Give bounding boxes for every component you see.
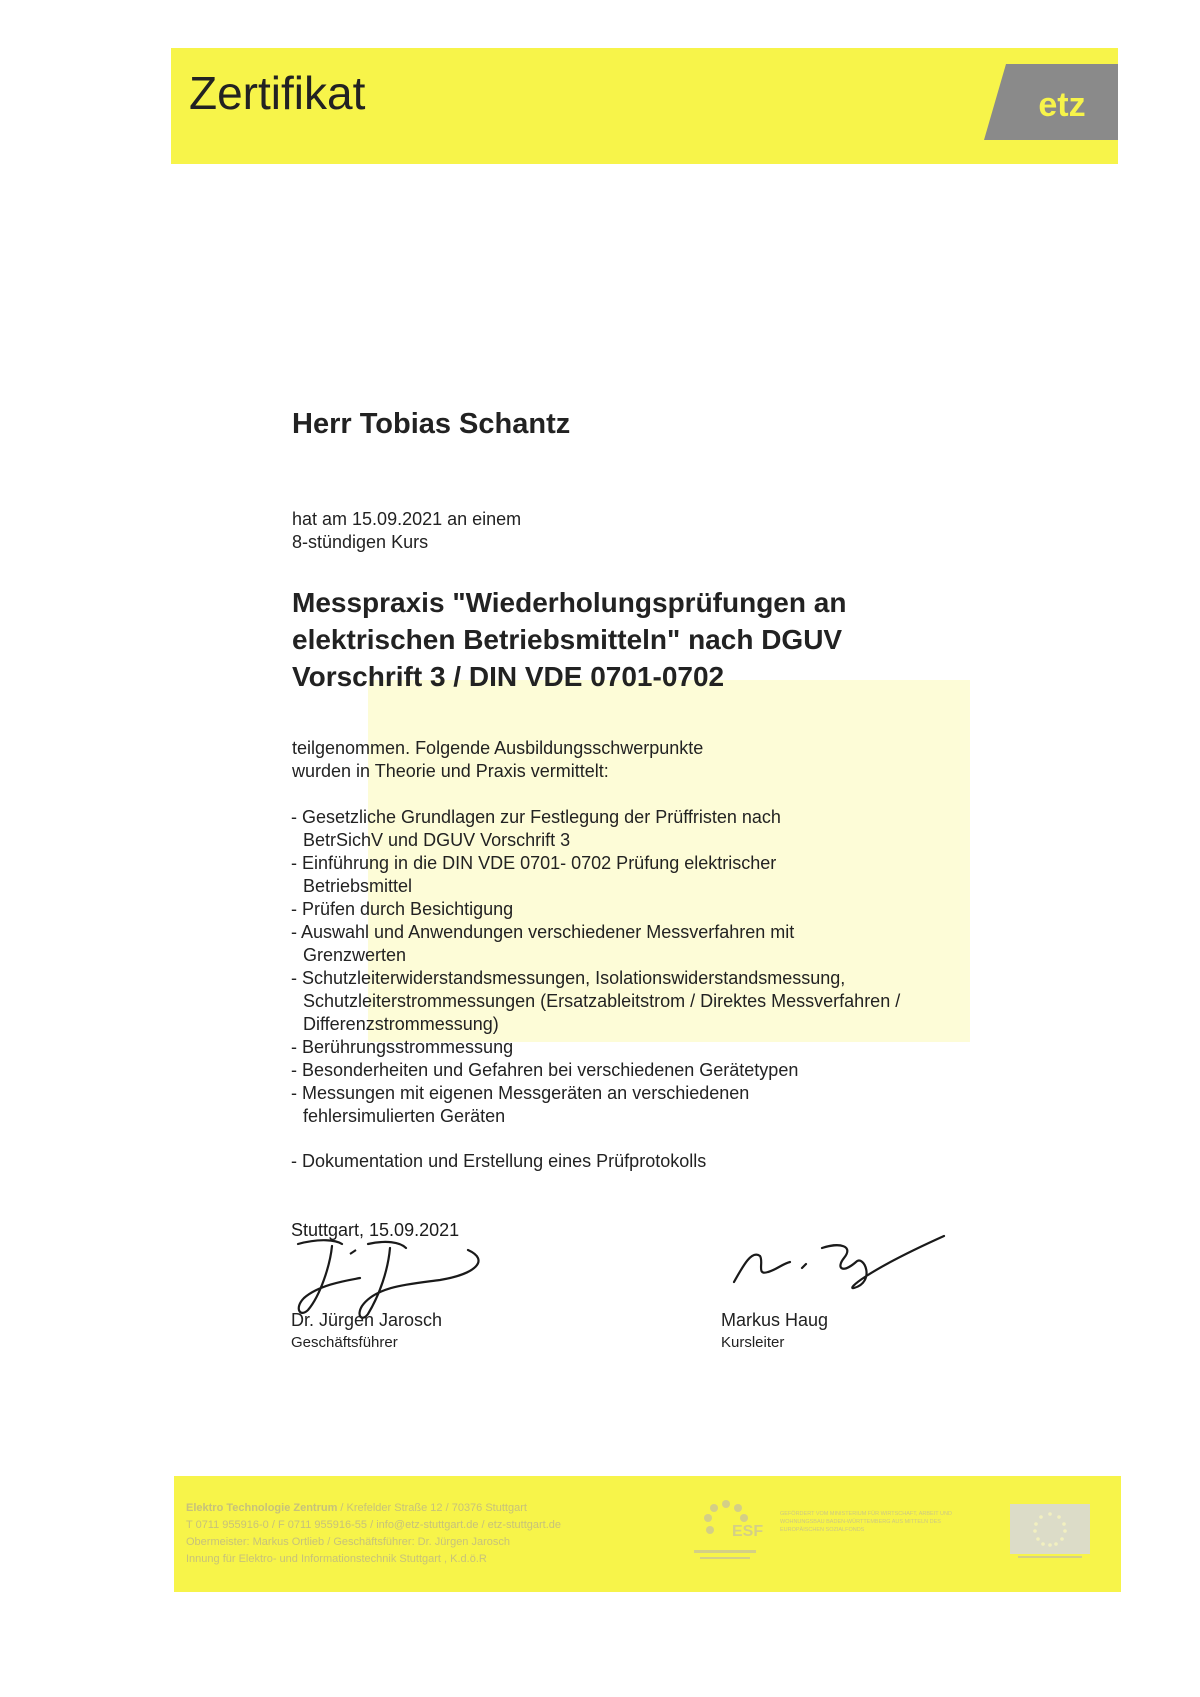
etz-logo-text: etz [1038, 86, 1086, 124]
list-item: - Prüfen durch Besichtigung [291, 899, 514, 919]
certificate-title: Zertifikat [189, 67, 366, 119]
footer-address: / Krefelder Straße 12 / 70376 Stuttgart [337, 1502, 527, 1514]
signatory-jarosch [291, 1310, 442, 1351]
signature-haug [730, 1232, 950, 1298]
list-item: - Dokumentation und Erstellung eines Prüfprotokolls [291, 1151, 707, 1171]
list-item: - Besonderheiten und Gefahren bei verschiedenen Gerätetypen [291, 1060, 799, 1080]
funding-note: GEFÖRDERT VOM MINISTERIUM FÜR WIRTSCHAFT, ARBEIT UND WOHNUNGSBAU BADEN-WÜRTTEMBERG AUS MITTELN DES EUROPÄISCHEN SOZIALFONDS [780, 1511, 952, 1533]
participation-text [292, 737, 703, 783]
list-item: - Einführung in die DIN VDE 0701- 0702 Prüfung elektrischer Betriebsmittel [291, 853, 777, 896]
list-item: - Messungen mit eigenen Messgeräten an verschiedenen fehlersimulierten Geräten [291, 1083, 750, 1126]
esf-logo-text: ESF [732, 1523, 764, 1540]
list-item: - Schutzleiterwiderstandsmessungen, Isolationswiderstandsmessung, Schutzleiterstrommessungen (Ersatzableitstrom / Direktes Messverfahren / Differenzstrommessung) [291, 968, 901, 1034]
footer-band [174, 1476, 1121, 1592]
list-item: - Berührungsstrommessung [291, 1037, 514, 1057]
intro-text [292, 508, 521, 554]
signatory-role: Geschäftsführer [291, 1334, 398, 1351]
esf-logo [684, 1494, 766, 1570]
course-title-line-1: Messpraxis "Wiederholungsprüfungen an [292, 587, 847, 618]
signatory-haug [721, 1310, 828, 1351]
eu-flag-icon [1010, 1504, 1090, 1560]
footer-officers: Obermeister: Markus Ortlieb / Geschäftsführer: Dr. Jürgen Jarosch [186, 1536, 511, 1548]
topics-list [291, 806, 1011, 1173]
recipient-name: Herr Tobias Schantz [292, 408, 571, 440]
intro-line-2: 8-stündigen Kurs [292, 532, 429, 552]
course-title-line-2: elektrischen Betriebsmitteln" nach DGUV [292, 624, 843, 655]
intro-line-1: hat am 15.09.2021 an einem [292, 509, 522, 529]
etz-logo [984, 64, 1118, 140]
footer-org: Elektro Technologie Zentrum [186, 1502, 338, 1514]
footer-guild: Innung für Elektro- und Informationstechnik Stuttgart , K.d.ö.R [186, 1553, 487, 1565]
course-title-line-3: Vorschrift 3 / DIN VDE 0701-0702 [292, 661, 725, 692]
footer-address-block [186, 1500, 561, 1568]
course-title [292, 584, 992, 695]
signatory-name: Dr. Jürgen Jarosch [291, 1310, 443, 1330]
footer-contact: T 0711 955916-0 / F 0711 955916-55 / info@etz-stuttgart.de / etz-stuttgart.de [186, 1519, 562, 1531]
participation-line-2: wurden in Theorie und Praxis vermittelt: [292, 761, 609, 781]
signatory-name: Markus Haug [721, 1310, 829, 1330]
participation-line-1: teilgenommen. Folgende Ausbildungsschwerpunkte [292, 738, 704, 758]
header-band [171, 48, 1118, 164]
signatory-role: Kursleiter [721, 1334, 785, 1351]
place-date: Stuttgart, 15.09.2021 [291, 1220, 460, 1240]
list-item: - Auswahl und Anwendungen verschiedener Messverfahren mit Grenzwerten [291, 922, 795, 965]
list-item: - Gesetzliche Grundlagen zur Festlegung der Prüffristen nach BetrSichV und DGUV Vorschrift 3 [291, 807, 781, 850]
